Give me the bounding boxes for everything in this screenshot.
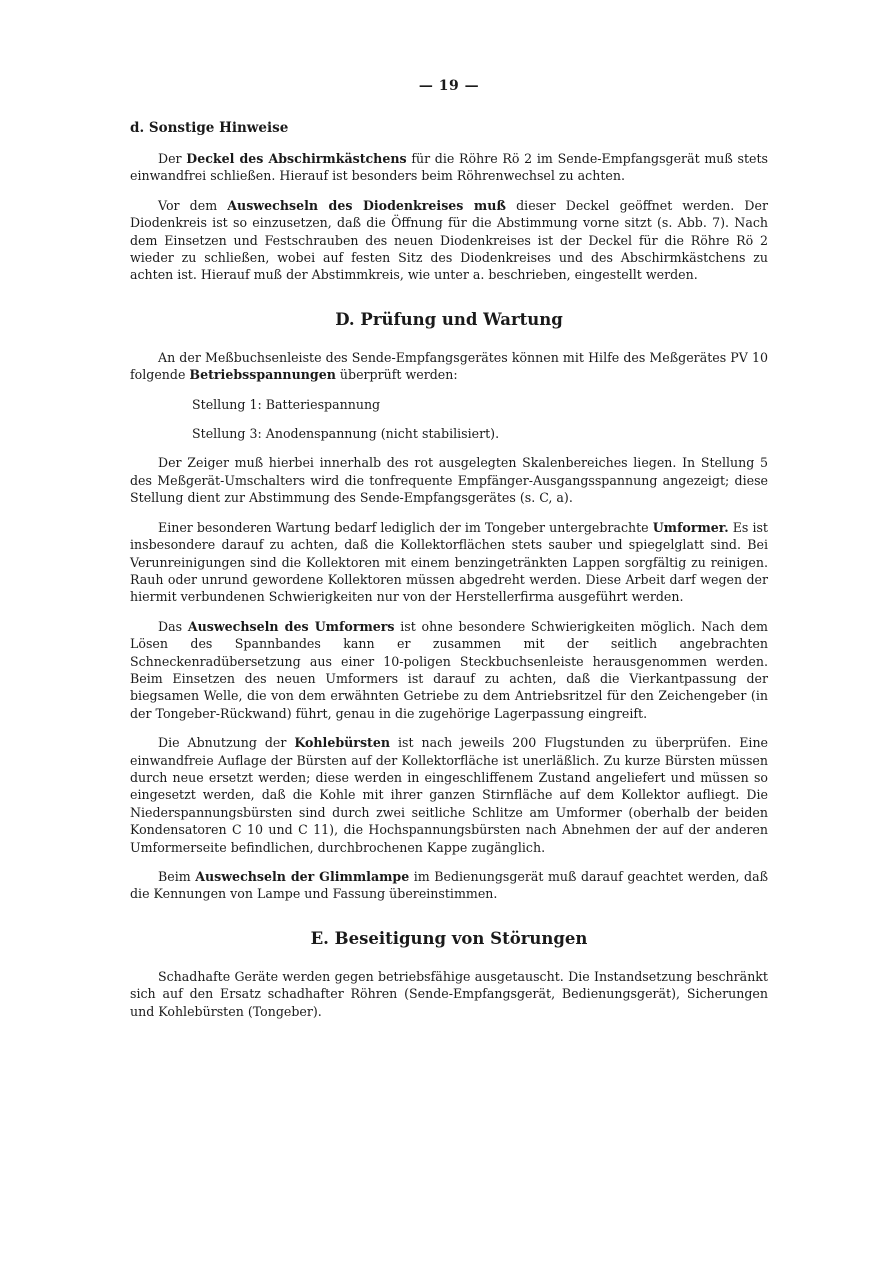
paragraph-kohlebuersten: Die Abnutzung der Kohlebürsten ist nach jeweils 200 Flugstunden zu überprüfen. Eine einwandfreie Auflage der Bürsten auf der Kollektorfläche ist unerläßlich. Zu kurze Bürsten müssen durch neue ersetzt werden; diese werden in eingeschliffenem Zustand angeliefert und müssen so eingesetzt werden, daß die Kohle mit ihrer ganzen Stirnfläche auf dem Kollektor aufliegt. Die Niederspannungsbürsten sind durch zwei seitliche Schlitze am Umformer (oberhalb der beiden Kondensatoren C 10 und C 11), die Hochspannungsbürsten nach Abnehmen der auf der anderen Umformerseite befindlichen, durchbrochenen Kappe zugänglich. xyxy=(130,735,769,855)
subheading-sonstige-hinweise: d. Sonstige Hinweise xyxy=(130,120,289,136)
list-item-stellung-1: Stellung 1: Batteriespannung xyxy=(192,396,381,412)
section-title-pruefung: D. Prüfung und Wartung xyxy=(335,309,563,329)
paragraph-zeiger: Der Zeiger muß hierbei innerhalb des rot ausgelegten Skalenbereiches liegen. In Stellung 5 des Meßgerät-Umschalters wird die tonfrequente Empfänger-Ausgangsspannung angezeigt; diese Stellung dient zur Abstimmung des Sende-Empfangsgerätes (s. C, a). xyxy=(130,455,768,506)
paragraph-schadhafte-geraete: Schadhafte Geräte werden gegen betriebsfähige ausgetauscht. Die Instandsetzung beschränkt sich auf den Ersatz schadhafter Röhren (Sende-Empfangsgerät, Bedienungsgerät), Sicherungen und Kohlebürsten (Tongeber). xyxy=(130,968,768,1019)
paragraph-diodenkreis: Vor dem Auswechseln des Diodenkreises muß dieser Deckel geöffnet werden. Der Diodenkreis ist so einzusetzen, daß die Öffnung für die Abstimmung vorne sitzt (s. Abb. 7). Nach dem Einsetzen und Festschrauben des neuen Diodenkreises ist der Deckel für die Röhre Rö 2 wieder zu schließen, wobei auf festen Sitz des Diodenkreises und des Abschirmkästchens zu achten ist. Hierauf muß der Abstimmkreis, wie unter a. beschrieben, eingestellt werden. xyxy=(130,197,768,283)
paragraph-deckel: Der Deckel des Abschirmkästchens für die Röhre Rö 2 im Sende-Empfangsgerät muß stets einwandfrei schließen. Hierauf ist besonders beim Röhrenwechsel zu achten. xyxy=(130,151,769,184)
paragraph-wartung-umformer: Einer besonderen Wartung bedarf lediglich der im Tongeber untergebrachte Umformer. Es ist insbesondere darauf zu achten, daß die Kollektorflächen stets sauber und spiegelglatt sind. Bei Verunreinigungen sind die Kollektoren mit einem benzingetränkten Lappen sorgfältig zu reinigen. Rauh oder unrund gewordene Kollektoren müssen abgedreht werden. Diese Arbeit darf wegen der hiermit verbundenen Schwierigkeiten nur von der Herstellerfirma ausgeführt werden. xyxy=(130,519,768,605)
paragraph-glimmlampe: Beim Auswechseln der Glimmlampe im Bedienungsgerät muß darauf geachtet werden, daß die Kennungen von Lampe und Fassung übereinstimmen. xyxy=(130,869,768,902)
paragraph-auswechseln-umformer: Das Auswechseln des Umformers ist ohne besondere Schwierigkeiten möglich. Nach dem Lösen des Spannbandes kann er zusammen mit der seitlich angebrachten Schneckenradübersetzung aus einer 10-poligen Steckbuchsenleiste herausgenommen werden. Beim Einsetzen des neuen Umformers ist darauf zu achten, daß die Vierkantpassung der biegsamen Welle, die von dem erwähnten Getriebe zu dem Antriebsritzel für den Zeichengeber (in der Tongeber-Rückwand) führt, genau in die zugehörige Lagerpassung eingreift. xyxy=(130,618,768,721)
list-item-stellung-3: Stellung 3: Anodenspannung (nicht stabilisiert). xyxy=(192,426,500,442)
page-number: — 19 — xyxy=(418,78,480,94)
section-title-beseitigung: E. Beseitigung von Störungen xyxy=(310,928,588,948)
paragraph-messbuchsenleiste: An der Meßbuchsenleiste des Sende-Empfangsgerätes können mit Hilfe des Meßgerätes PV 10 folgende Betriebsspannungen überprüft werden: xyxy=(130,349,768,383)
